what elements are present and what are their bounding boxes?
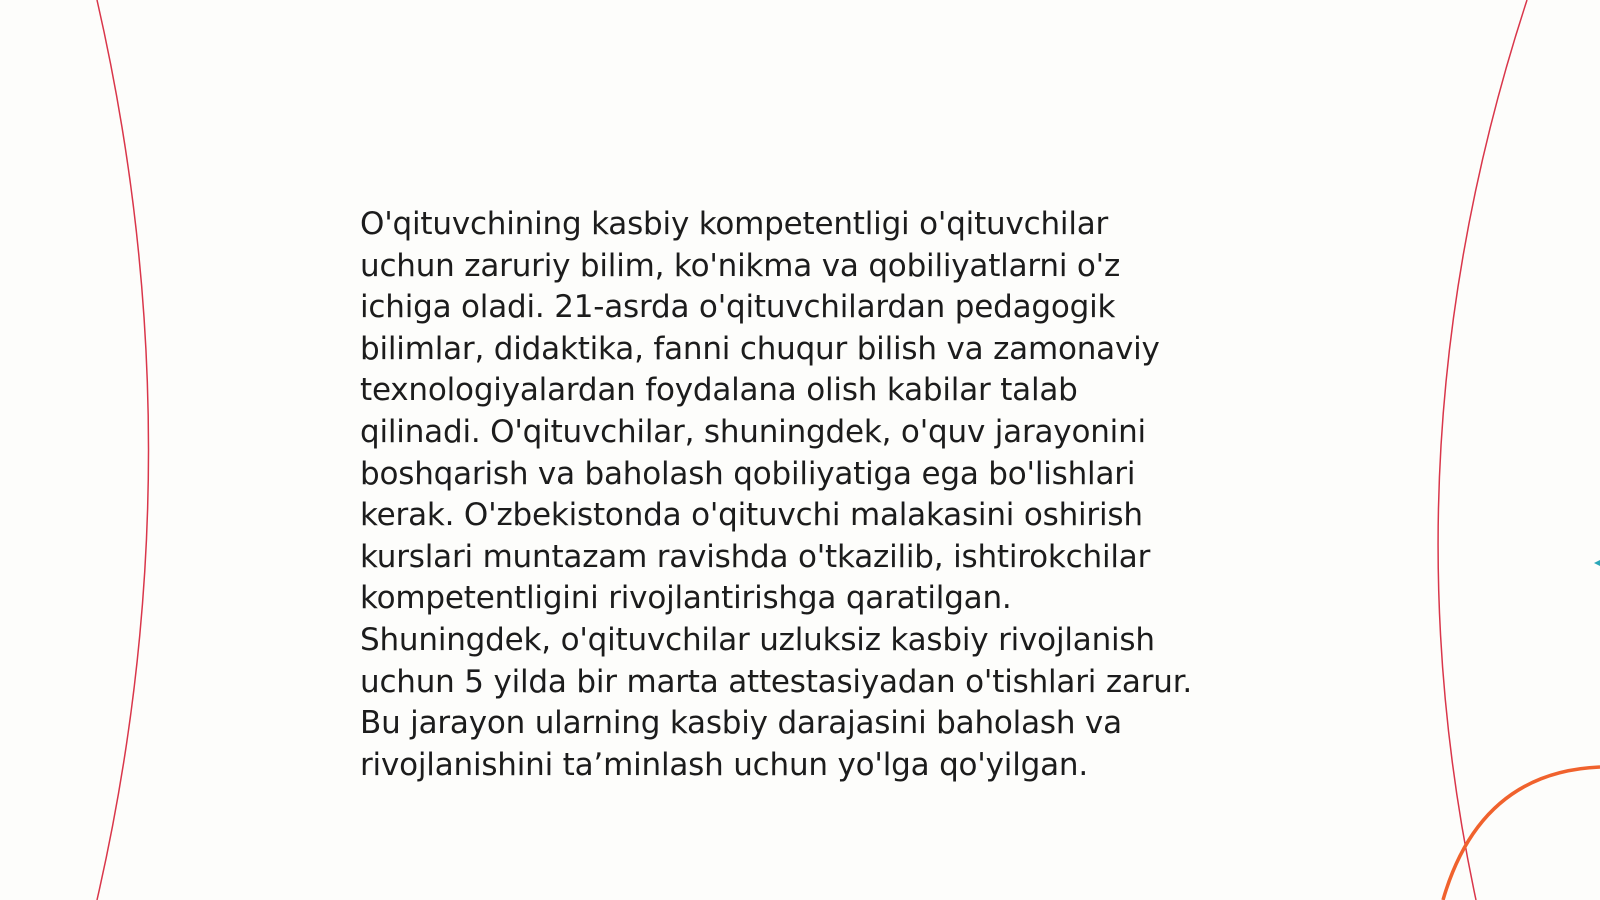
paragraph-line: kompetentligini rivojlantirishga qaratilgan.: [360, 580, 1012, 617]
teal-mark: [1594, 560, 1600, 566]
paragraph-line: kurslari muntazam ravishda o'tkazilib, ishtirokchilar: [360, 538, 1151, 575]
paragraph-line: bilimlar, didaktika, fanni chuqur bilish va zamonaviy: [360, 330, 1160, 367]
paragraph-line: Shuningdek, o'qituvchilar uzluksiz kasbiy rivojlanish: [360, 621, 1155, 658]
paragraph-line: ichiga oladi. 21-asrda o'qituvchilardan pedagogik: [360, 289, 1116, 326]
paragraph-line: Bu jarayon ularning kasbiy darajasini baholash va: [360, 705, 1122, 742]
paragraph-line: uchun zaruriy bilim, ko'nikma va qobiliyatlarni o'z: [360, 247, 1121, 284]
paragraph-line: boshqarish va baholash qobiliyatiga ega bo'lishlari: [360, 455, 1136, 492]
paragraph-line: O'qituvchining kasbiy kompetentligi o'qituvchilar: [360, 206, 1109, 242]
right-curve-line: [1438, 0, 1527, 900]
orange-arc: [1443, 767, 1600, 900]
left-curve-line: [97, 0, 149, 900]
paragraph-line: kerak. O'zbekistonda o'qituvchi malakasini oshirish: [360, 497, 1143, 534]
paragraph-line: qilinadi. O'qituvchilar, shuningdek, o'quv jarayonini: [360, 413, 1146, 450]
paragraph-line: rivojlanishini ta’minlash uchun yo'lga qo'yilgan.: [360, 746, 1088, 783]
paragraph-line: texnologiyalardan foydalana olish kabilar talab: [360, 372, 1078, 409]
body-paragraph: [360, 204, 1260, 786]
paragraph-line: uchun 5 yilda bir marta attestasiyadan o'tishlari zarur.: [360, 663, 1193, 700]
